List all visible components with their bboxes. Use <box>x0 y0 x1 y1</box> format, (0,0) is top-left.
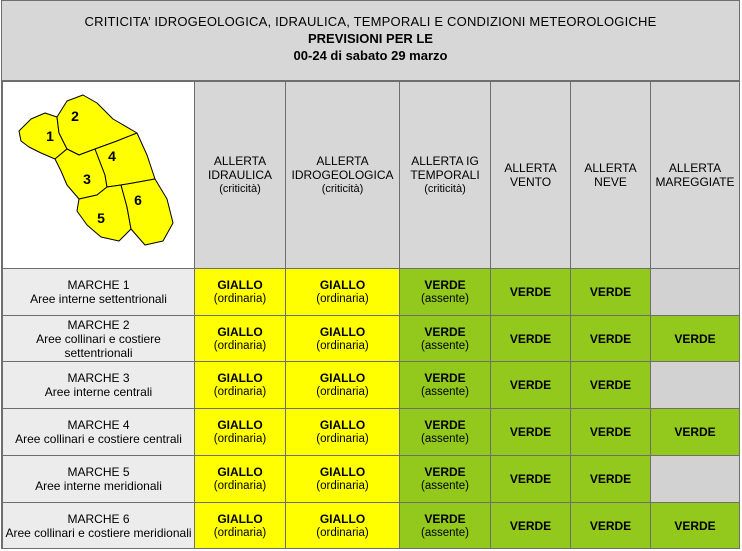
zone-cell <box>3 316 195 362</box>
level-label: GIALLO <box>217 371 263 385</box>
level-sub: (assente) <box>421 293 469 305</box>
level-label: VERDE <box>509 518 552 533</box>
level-label: VERDE <box>589 285 632 299</box>
zone-description: Aree interne settentrionali <box>30 292 167 306</box>
column-header-neve <box>571 82 651 269</box>
level-label: VERDE <box>674 425 716 439</box>
map-zone-6 <box>121 179 173 245</box>
column-header-line: MAREGGIATE <box>655 175 735 189</box>
zone-cell <box>3 409 195 456</box>
column-header-line: ALLERTA <box>668 161 722 175</box>
level-label: VERDE <box>509 378 552 392</box>
level-sub: (ordinaria) <box>213 526 267 539</box>
table-row <box>3 409 740 456</box>
level-sub: (assente) <box>421 386 469 398</box>
level-label: VERDE <box>509 472 552 486</box>
level-sub: (ordinaria) <box>316 339 369 352</box>
temporali-cell <box>400 456 491 503</box>
zone-cell <box>3 362 195 409</box>
neve-cell <box>571 362 651 409</box>
map-label-2: 2 <box>70 107 79 124</box>
level-sub: (ordinaria) <box>213 480 267 492</box>
mareggiate-cell <box>651 456 740 503</box>
level-sub: (assente) <box>421 526 469 539</box>
level-label: VERDE <box>509 331 552 346</box>
vento-cell <box>491 503 571 549</box>
idrogeologica-cell <box>286 316 400 362</box>
neve-cell <box>571 409 651 456</box>
level-label: GIALLO <box>319 324 366 339</box>
column-header-line: ALLERTA IG <box>411 154 479 168</box>
neve-cell <box>571 503 651 549</box>
level-sub: (ordinaria) <box>213 339 267 352</box>
column-header-line: NEVE <box>594 175 627 189</box>
column-header-idrogeologica <box>286 82 400 269</box>
column-header-line: ALLERTA <box>504 161 557 175</box>
level-label: VERDE <box>424 324 466 339</box>
level-label: VERDE <box>424 278 466 292</box>
table-row <box>3 269 740 316</box>
level-sub: (ordinaria) <box>316 526 369 539</box>
column-header-line: IDROGEOLOGICA <box>291 168 394 182</box>
level-sub: (ordinaria) <box>213 293 267 305</box>
level-sub: (ordinaria) <box>213 386 267 398</box>
alert-table <box>2 81 740 549</box>
level-label: VERDE <box>509 425 552 439</box>
map-label-1: 1 <box>45 127 54 144</box>
level-label: VERDE <box>674 518 716 533</box>
level-sub: (assente) <box>421 433 469 445</box>
table-row <box>3 362 740 409</box>
zone-name: MARCHE 6 <box>67 511 130 526</box>
idrogeologica-cell <box>286 362 400 409</box>
temporali-cell <box>400 316 491 362</box>
region-map <box>3 82 195 269</box>
neve-cell <box>571 269 651 316</box>
column-header-line: ALLERTA <box>213 154 267 168</box>
level-label: GIALLO <box>217 418 263 432</box>
idrogeologica-cell <box>286 503 400 549</box>
header-date: 00-24 di sabato 29 marzo <box>293 48 448 63</box>
neve-cell <box>571 456 651 503</box>
column-header-line: VENTO <box>509 175 552 189</box>
table-row <box>3 316 740 362</box>
header-title: CRITICITA’ IDROGEOLOGICA, IDRAULICA, TEMPORALI E CONDIZIONI METEOROLOGICHE <box>84 14 657 29</box>
vento-cell <box>491 362 571 409</box>
map-label-3: 3 <box>82 170 91 187</box>
column-header-idraulica <box>195 82 286 269</box>
column-header-sub: (criticità) <box>321 183 364 195</box>
mareggiate-cell <box>651 362 740 409</box>
idraulica-cell <box>195 503 286 549</box>
neve-cell <box>571 316 651 362</box>
table-header-row <box>3 82 740 269</box>
idraulica-cell <box>195 316 286 362</box>
idraulica-cell <box>195 269 286 316</box>
temporali-cell <box>400 409 491 456</box>
table-row <box>3 456 740 503</box>
zone-name: MARCHE 5 <box>67 465 130 479</box>
level-label: GIALLO <box>319 278 366 292</box>
level-label: VERDE <box>589 331 632 346</box>
marche-map-image <box>9 89 189 259</box>
idrogeologica-cell <box>286 409 400 456</box>
header-subtitle: PREVISIONI PER LE <box>308 31 433 46</box>
level-label: GIALLO <box>319 465 366 479</box>
idraulica-cell <box>195 409 286 456</box>
idraulica-cell <box>195 362 286 409</box>
mareggiate-cell <box>651 503 740 549</box>
zone-description: Aree collinari e costiere meridionali <box>5 525 192 540</box>
column-header-sub: (criticità) <box>219 183 261 195</box>
map-zones <box>19 95 173 245</box>
zone-cell <box>3 269 195 316</box>
zone-description: Aree collinari e costiere settentrionali <box>36 331 161 360</box>
level-label: GIALLO <box>217 278 263 292</box>
level-sub: (ordinaria) <box>213 433 267 445</box>
idrogeologica-cell <box>286 456 400 503</box>
zone-name: MARCHE 3 <box>67 371 130 385</box>
map-label-5: 5 <box>96 209 105 226</box>
level-label: VERDE <box>589 472 632 486</box>
level-label: GIALLO <box>217 465 263 479</box>
level-sub: (ordinaria) <box>316 480 369 492</box>
zone-description: Aree interne meridionali <box>35 479 162 493</box>
temporali-cell <box>400 269 491 316</box>
column-header-temporali <box>400 82 491 269</box>
alert-bulletin <box>1 0 740 549</box>
level-label: GIALLO <box>319 371 366 385</box>
zone-description: Aree collinari e costiere centrali <box>15 432 182 446</box>
map-label-4: 4 <box>107 147 116 164</box>
level-sub: (ordinaria) <box>316 293 369 305</box>
idraulica-cell <box>195 456 286 503</box>
vento-cell <box>491 456 571 503</box>
bulletin-header <box>2 1 739 81</box>
level-label: GIALLO <box>217 324 263 339</box>
level-label: VERDE <box>674 331 716 346</box>
column-header-line: ALLERTA <box>316 154 369 168</box>
level-label: GIALLO <box>217 511 263 526</box>
level-label: GIALLO <box>319 418 366 432</box>
zone-cell <box>3 503 195 549</box>
column-header-vento <box>491 82 571 269</box>
level-sub: (assente) <box>421 339 469 352</box>
vento-cell <box>491 316 571 362</box>
zone-description: Aree interne centrali <box>44 385 153 399</box>
level-sub: (assente) <box>421 480 469 492</box>
column-header-line: IDRAULICA <box>207 168 272 182</box>
column-header-mareggiate <box>651 82 740 269</box>
zone-name: MARCHE 2 <box>67 317 130 332</box>
level-label: VERDE <box>509 285 552 299</box>
mareggiate-cell <box>651 269 740 316</box>
zone-name: MARCHE 1 <box>67 278 130 292</box>
mareggiate-cell <box>651 316 740 362</box>
table-row <box>3 503 740 549</box>
level-label: VERDE <box>424 418 466 432</box>
level-label: VERDE <box>589 378 632 392</box>
temporali-cell <box>400 503 491 549</box>
level-label: VERDE <box>589 425 632 439</box>
vento-cell <box>491 409 571 456</box>
map-label-6: 6 <box>133 191 142 208</box>
level-label: VERDE <box>424 465 466 479</box>
level-label: VERDE <box>424 511 466 526</box>
level-label: GIALLO <box>319 511 366 526</box>
temporali-cell <box>400 362 491 409</box>
column-header-line: ALLERTA <box>584 161 637 175</box>
level-label: VERDE <box>424 371 466 385</box>
level-sub: (ordinaria) <box>316 386 369 398</box>
zone-cell <box>3 456 195 503</box>
column-header-sub: (criticità) <box>424 183 466 195</box>
level-label: VERDE <box>589 518 632 533</box>
vento-cell <box>491 269 571 316</box>
mareggiate-cell <box>651 409 740 456</box>
idrogeologica-cell <box>286 269 400 316</box>
level-sub: (ordinaria) <box>316 433 369 445</box>
column-header-line: TEMPORALI <box>410 168 480 182</box>
zone-name: MARCHE 4 <box>67 418 130 432</box>
